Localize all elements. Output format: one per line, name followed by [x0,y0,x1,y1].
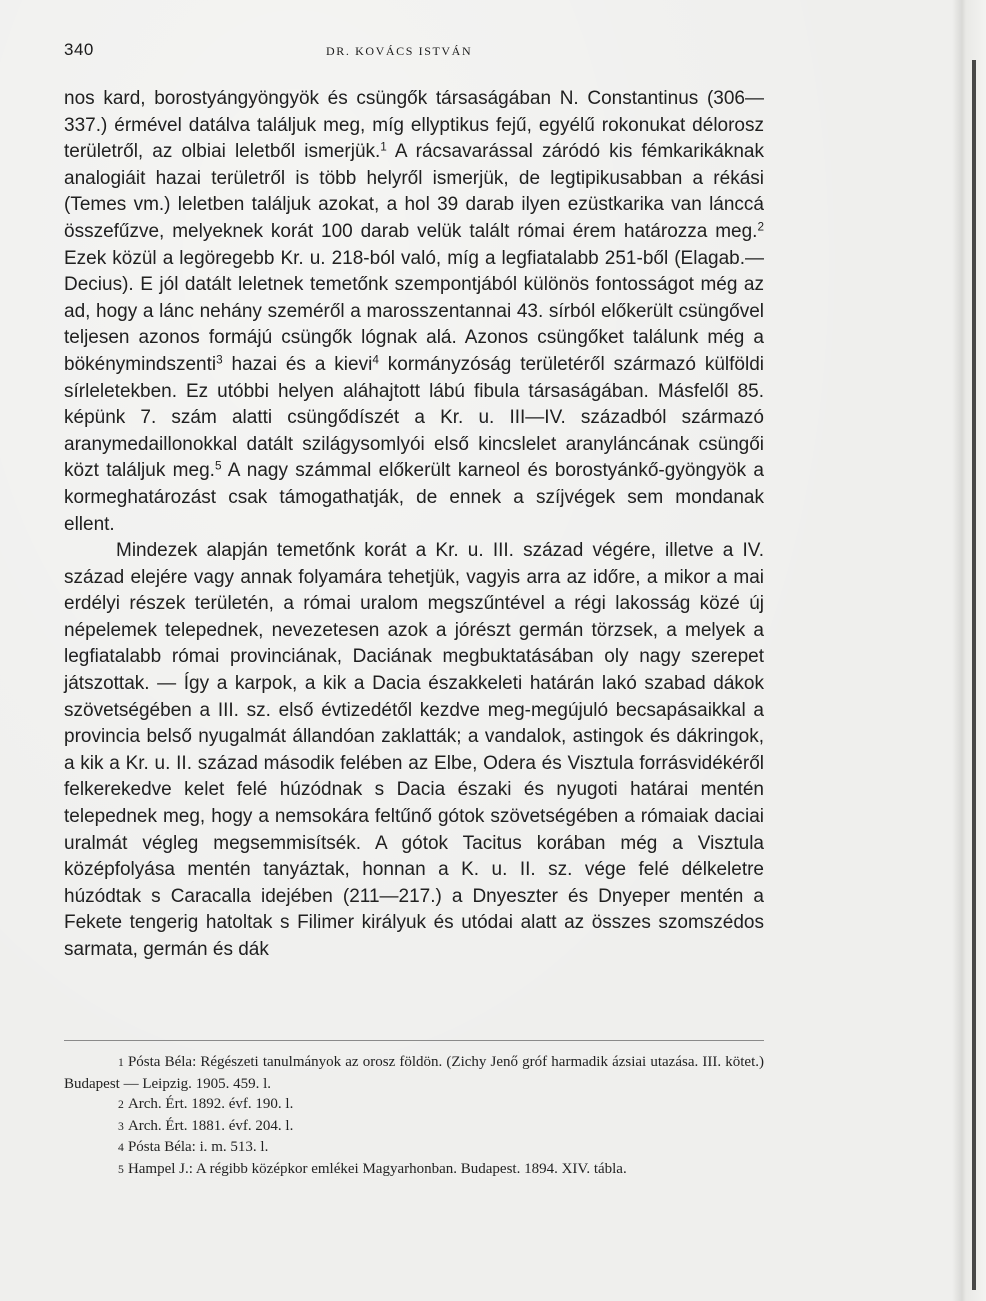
footnote-mark: 1 [118,1056,124,1069]
footnote-text: Pósta Béla: Régészeti tanulmányok az orosz földön. (Zichy Jenő gróf harmadik ázsiai utazása. III. kötet.) Budapest — Leipzig. 1905. 459. l. [64,1054,764,1092]
main-text [64,86,764,964]
text-segment: Ezek közül a legöregebb Kr. u. 218-ból való, míg a legfiatalabb 251-ből (Elagab.—Decius). E jól datált leletnek temetőnk szempontjából különös fontosságot még az ad, hogy a lánc nehány szeméről a marosszentannai 43. sírból előkerült csüngővel teljesen azonos formájú csüngők lógnak alá. Azonos csüngőket találunk még a bökénymindszenti [64,247,764,375]
paragraph-2: Mindezek alapján temetőnk korát a Kr. u. III. század végére, illetve a IV. század elejére vagy annak folyamára tehetjük, vagyis arra az időre, a mikor a mai erdélyi részek területén, a római uralom megszűntével a régi lakosság közé új népelemek telepednek, nevezetesen azok a jórészt germán törzsek, a melyek a legfiatalabb római provinciának, Daciának megbuktatásában oly nagy szerepet játszottak. — Így a karpok, a kik a Dacia északkeleti határán lakó szabad dákok szövetségében a III. sz. első évtizedétől kezdve meg-megújuló becsapásaikkal a provincia belső nyugalmát állandóan zaklatták; a vandalok, astingok és dákringok, a kik a Kr. u. II. század második felében az Elbe, Odera és Visztula forrásvidékéről felkerekedve kelet felé húzódnak s Dacia északi és nyugoti határai mentén telepednek meg, hogy a nemsokára feltűnő gótok szövetségében a rómaiak daciai uralmát végleg megsemmisítsék. A gótok Tacitus korában még a Visztula középfolyása mentén tanyáztak, honnan a K. u. II. sz. vége felé délkeletre húzódtak s Caracalla idejében (211—217.) a Dnyeszter és Dnyeper mentén a Fekete tengerig hatoltak s Filimer királyuk és utódai alatt az összes szomszédos sarmata, germán és dák [64,540,764,960]
footnote-1 [64,1052,764,1094]
footnote-mark: 5 [118,1162,124,1176]
footnote-mark: 4 [118,1141,124,1154]
footnote-ref-3: 3 [216,353,223,367]
paragraph-1 [64,86,764,538]
footnote-mark: 2 [118,1098,124,1111]
footnote-text: Hampel J.: A régibb középkor emlékei Magyarhonban. Budapest. 1894. XIV. tábla. [127,1160,627,1177]
page-header [64,40,764,64]
footnote-mark: 3 [118,1119,124,1133]
page-number: 340 [64,40,94,59]
footnote-ref-4: 4 [372,353,379,367]
footnotes [64,1052,764,1180]
footnote-4 [64,1137,764,1159]
text-segment: A nagy számmal előkerült karneol és borostyánkő-gyöngyök a kormeghatározást csak támogathatják, de ennek a szíjvégek sem mondanak ellent. [64,460,764,535]
text-segment: nos kard, borostyángyöngyök és csüngők társaságában N. Constantinus (306—337.) érmével datálva találjuk meg, míg ellyptikus fejű, egyélű rokonukat délorosz területről, az olbiai leletből ismerjük. [64,88,764,163]
footnote-text: Pósta Béla: i. m. 513. l. [127,1139,269,1155]
footnote-2 [64,1094,764,1116]
footnote-text: Arch. Ért. 1892. évf. 190. l. [127,1096,294,1112]
text-segment: hazai és a kievi [222,353,373,375]
book-spine-shadow [952,0,986,1301]
footnote-divider [64,1040,764,1041]
text-segment: kormányzóság területéről származó külföldi sírleletekben. Ez utóbbi helyen aláhajtott lábú fibula társaságában. Másfelől 85. képünk 7. szám alatti csüngődíszét a Kr. u. III—IV. századból származó aranymedaillonokkal datált szilágysomlyói első kincslelet aranyláncának csüngői közt találjuk meg. [64,353,764,482]
footnote-ref-1: 1 [380,140,387,154]
footnote-3 [64,1116,764,1138]
running-head: DR. KOVÁCS ISTVÁN [326,44,473,58]
footnote-5 [64,1159,764,1181]
footnote-ref-5: 5 [214,459,222,473]
text-segment: A rácsavarással záródó kis fémkarikáknak analogiáit hazai területről is több helyről ismerjük, de legtipikusabban a rékási (Temes vm.) leletben találjuk azokat, a hol 39 darab ilyen ezüstkarika van lánccá összefűzve, melyeknek korát 100 darab velük talált római érem határozza meg. [64,141,764,242]
binding-edge [972,60,976,1290]
footnote-ref-2: 2 [757,220,764,234]
footnote-text: Arch. Ért. 1881. évf. 204. l. [127,1117,294,1134]
